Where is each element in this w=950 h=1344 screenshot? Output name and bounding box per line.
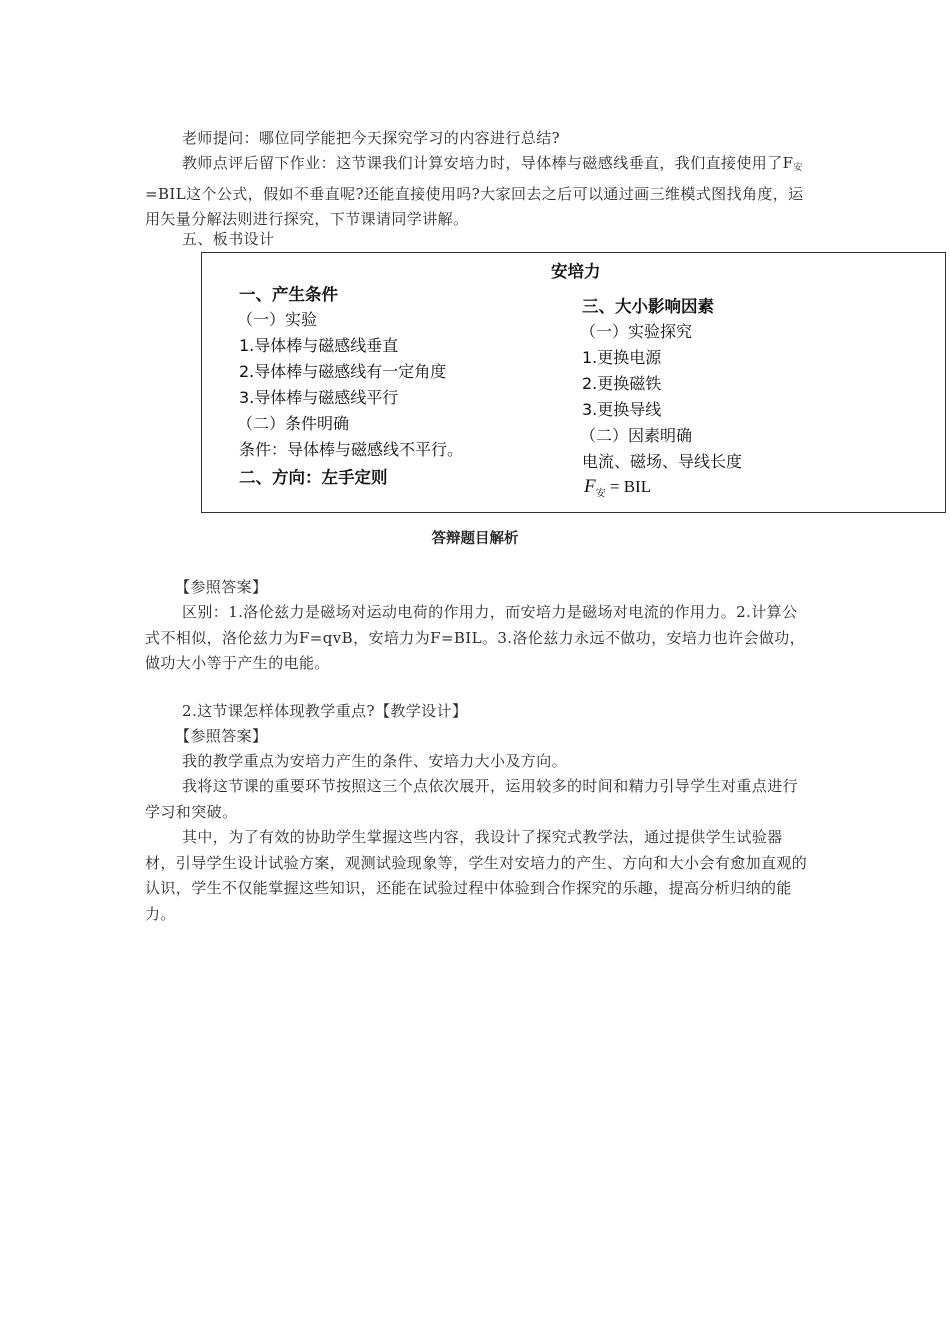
board-item: （二）条件明确 bbox=[237, 414, 350, 433]
ampere-force-formula bbox=[584, 476, 651, 499]
formula-F: F bbox=[584, 476, 596, 497]
board-item: （一）实验探究 bbox=[580, 322, 693, 341]
answer-2-paragraph-2: 我将这节课的重要环节按照这三个点依次展开，运用较多的时间和精力引导学生对重点进行学习和突破。 bbox=[145, 777, 799, 821]
teacher-comment-paragraph bbox=[145, 151, 810, 233]
board-item: 3.更换导线 bbox=[582, 400, 662, 419]
board-item: 电流、磁场、导线长度 bbox=[582, 452, 743, 471]
blackboard-design-box bbox=[201, 252, 946, 513]
teacher-question: 老师提问：哪位同学能把今天探究学习的内容进行总结? bbox=[182, 129, 561, 147]
reference-answer-label: 【参照答案】 bbox=[175, 578, 268, 596]
board-title: 安培力 bbox=[551, 262, 601, 281]
teacher-comment-text-a: 教师点评后留下作业：这节课我们计算安培力时，导体棒与磁感线垂直，我们直接使用了F bbox=[182, 154, 794, 172]
section-caption: 答辩题目解析 bbox=[431, 531, 519, 547]
reference-answer-label: 【参照答案】 bbox=[175, 727, 268, 745]
answer-1-paragraph: 区别：1.洛伦兹力是磁场对运动电荷的作用力，而安培力是磁场对电流的作用力。2.计算公式不相似，洛伦兹力为F=qvB，安培力为F=BIL。3.洛伦兹力永远不做功，安培力也许会做功，做功大小等于产生的电能。 bbox=[145, 603, 806, 672]
board-item: （二）因素明确 bbox=[580, 426, 693, 445]
board-item: 2.更换磁铁 bbox=[582, 374, 662, 393]
formula-subscript: 安 bbox=[595, 488, 606, 500]
teacher-comment-text-b: =BIL这个公式，假如不垂直呢?还能直接使用吗?大家回去之后可以通过画三维模式图找角度，运用矢量分解法则进行探究，下节课请同学讲解。 bbox=[145, 184, 804, 228]
answer-2-paragraph-3: 其中，为了有效的协助学生掌握这些内容，我设计了探究式教学法，通过提供学生试验器材，引导学生设计试验方案，观测试验现象等，学生对安培力的产生、方向和大小会有愈加直观的认识，学生不仅能掌握这些知识，还能在试验过程中体验到合作探究的乐趣，提高分析归纳的能力。 bbox=[145, 828, 808, 923]
answer-2-line-1: 我的教学重点为安培力产生的条件、安培力大小及方向。 bbox=[182, 752, 568, 770]
board-item: 1.导体棒与磁感线垂直 bbox=[239, 336, 399, 355]
board-item: （一）实验 bbox=[237, 310, 318, 329]
formula-rest: = BIL bbox=[605, 477, 652, 496]
board-item: 3.导体棒与磁感线平行 bbox=[239, 388, 399, 407]
force-subscript: 安 bbox=[793, 163, 803, 173]
board-item: 2.导体棒与磁感线有一定角度 bbox=[239, 362, 447, 381]
board-item: 1.更换电源 bbox=[582, 348, 662, 367]
question-2: 2.这节课怎样体现教学重点?【教学设计】 bbox=[182, 702, 468, 720]
board-item: 条件：导体棒与磁感线不平行。 bbox=[239, 440, 464, 459]
board-heading-conditions: 一、产生条件 bbox=[239, 285, 338, 304]
board-heading-direction: 二、方向：左手定则 bbox=[239, 468, 388, 487]
board-design-heading: 五、板书设计 bbox=[182, 230, 275, 248]
board-heading-factors: 三、大小影响因素 bbox=[582, 297, 714, 316]
